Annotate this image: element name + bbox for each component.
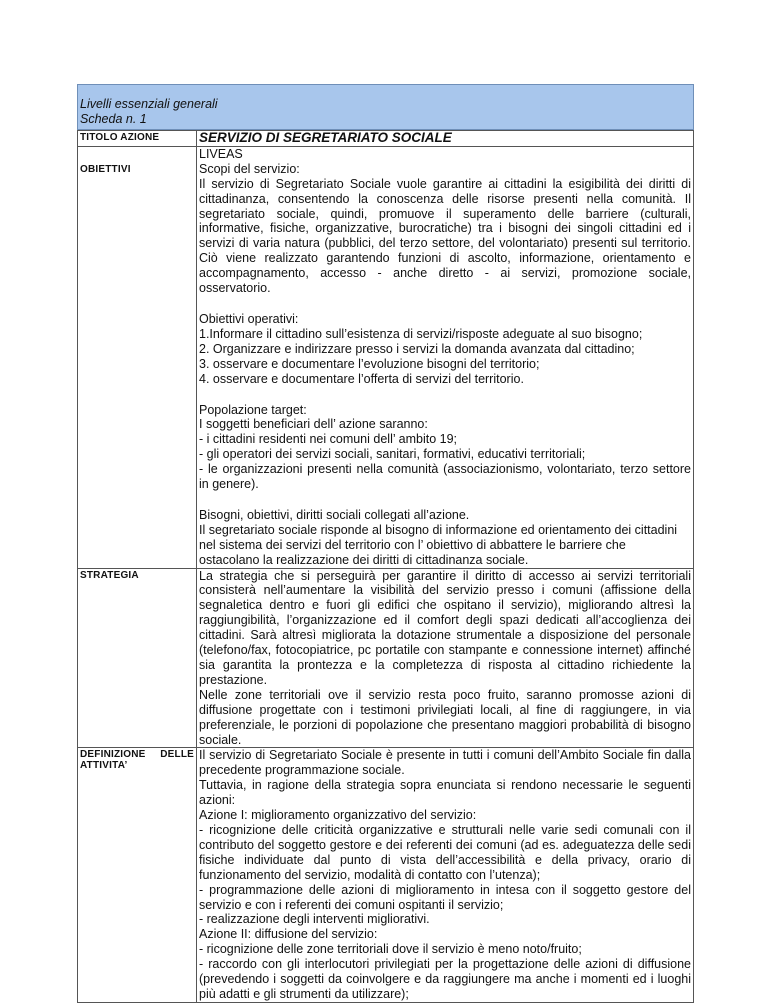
sheet-header [77,84,694,130]
azione-2-item-1: - ricognizione delle zone territoriali dove il servizio è meno noto/fruito; [199,942,582,957]
bisogni-line-3: ostacolano la realizzazione dei diritti di cittadinanza sociale. [199,552,529,567]
document-sheet [77,84,694,1003]
operativi-item-2: 2. Organizzare e indirizzare presso i servizi la domanda avanzata dal cittadino; [199,341,635,356]
header-sheet-number: Scheda n. 1 [80,112,147,126]
value-titolo-azione: SERVIZIO DI SEGRETARIATO SOCIALE [197,131,694,147]
target-item-2: - gli operatori dei servizi sociali, sanitari, formativi, educativi territoriali; [199,447,586,462]
azione-1-item-3: - realizzazione degli interventi migliorativi. [199,912,430,927]
definizione-intro-2: Tuttavia, in ragione della strategia sopra enunciata si rendono necessarie le seguenti azioni: [199,778,691,808]
bisogni-title: Bisogni, obiettivi, diritti sociali collegati all’azione. [199,507,470,522]
target-item-3: - le organizzazioni presenti nella comunità (associazionismo, volontariato, terzo settore in genere). [199,462,691,492]
definizione-intro: Il servizio di Segretariato Sociale è presente in tutti i comuni dell’Ambito Sociale fin dalla precedente programmazione sociale. [199,748,691,778]
strategia-text-2: Nelle zone territoriali ove il servizio resta poco fruito, saranno promosse azioni di diffusione progettate con i testimoni privilegiati locali, al fine di raggiungere, in via preferenziale, le porzioni di popolazione che presentano maggiori probabilità di bisogno sociale. [199,687,691,747]
row-strategia [78,568,694,748]
header-level-title: Livelli essenziali generali [80,97,218,111]
label-definizione-attivita: DEFINIZIONE DELLE ATTIVITA’ [78,748,197,1002]
operativi-item-1: 1.Informare il cittadino sull’esistenza di servizi/risposte adeguate al suo bisogno; [199,326,643,341]
label-strategia: STRATEGIA [78,568,197,748]
row-titolo [78,131,694,147]
azione-2-item-2: - raccordo con gli interlocutori privilegiati per la progettazione delle azioni di diffusione (prevedendo i soggetti da coinvolgere e da raggiungere ma anche i momenti ed i luoghi più adatti e gli strumenti da utilizzare); [199,957,691,1001]
label-obiettivi: OBIETTIVI [78,146,197,568]
target-item-1: - i cittadini residenti nei comuni dell’ ambito 19; [199,432,457,447]
liveas-label: LIVEAS [199,146,243,161]
label-titolo-azione: TITOLO AZIONE [78,131,197,147]
scopi-text: Il servizio di Segretariato Sociale vuole garantire ai cittadini la esigibilità dei diritti di cittadinanza, consentendo la conoscenza delle risorse presenti nella comunità. Il segretariato sociale, quindi, promuove il superamento delle barriere (culturali, informative, fisiche, organizzative, burocratiche) tra i bisogni dei singoli cittadini ed i servizi di varia natura (pubblici, del terzo settore, del volontariato) presenti sul territorio. Ciò viene realizzato garantendo funzioni di ascolto, informazione, orientamento e accompagnamento, accesso - anche diretto - ai servizi, promozione sociale, osservatorio. [199,176,691,296]
target-intro: I soggetti beneficiari dell’ azione saranno: [199,417,428,432]
azione-1-title: Azione I: miglioramento organizzativo del servizio: [199,808,477,823]
azione-1-item-1: - ricognizione delle criticità organizzative e strutturali nelle varie sedi comunali con il contributo del soggetto gestore e dei referenti dei comuni (ad es. adeguatezza delle sedi fisiche individuate dal punto di vista dell’accessibilità e della privacy, orario di funzionamento del servizio, modalità di contatto con l’utenza); [199,822,691,882]
strategia-text-1: La strategia che si perseguirà per garantire il diritto di accesso ai servizi territoriali consisterà nell’aumentare la visibilità del servizio presso i comuni (affissione della segnaletica dentro e fuori gli edifici che ospitano il servizio), migliorando altresì la raggiungibilità, l’organizzazione ed il comfort degli spazi dedicati all’accoglienza dei cittadini. Sarà altresì migliorata la dotazione strumentale a disposizione del personale (telefono/fax, fotocopiatrice, pc portatile con stampante e connessione internet) affinché sia garantita la prontezza e la completezza di risposta al cittadino richiedente la prestazione. [199,568,691,687]
action-table [77,130,694,1003]
operativi-item-4: 4. osservare e documentare l’offerta di servizi del territorio. [199,371,524,386]
scopi-title: Scopi del servizio: [199,161,300,176]
target-title: Popolazione target: [199,402,307,417]
value-definizione-attivita [197,748,694,1002]
azione-2-title: Azione II: diffusione del servizio: [199,927,378,942]
row-definizione [78,748,694,1002]
azione-1-item-2: - programmazione delle azioni di miglioramento in intesa con il soggetto gestore del servizio e con i referenti dei comuni ospitanti il servizio; [199,882,691,912]
operativi-item-3: 3. osservare e documentare l’evoluzione bisogni del territorio; [199,356,540,371]
bisogni-line-2: nel sistema dei servizi del territorio con l’ obiettivo di abbattere le barriere che [199,537,626,552]
row-obiettivi [78,146,694,568]
operativi-title: Obiettivi operativi: [199,311,299,326]
bisogni-line-1: Il segretariato sociale risponde al bisogno di informazione ed orientamento dei cittadini [199,522,678,537]
value-obiettivi [197,146,694,568]
value-strategia [197,568,694,748]
